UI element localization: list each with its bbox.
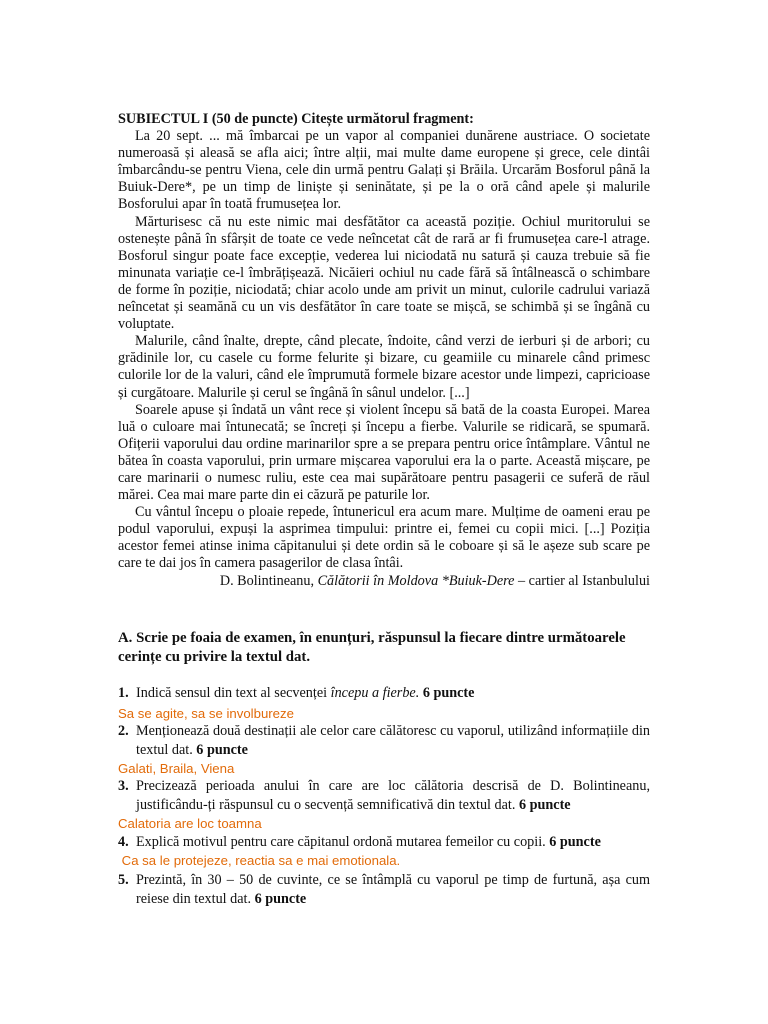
answer-1: Sa se agite, sa se involbureze	[118, 706, 294, 721]
fragment-paragraph: Malurile, când înalte, drepte, când plecate, îndoite, când verzi de ierburi și de arbori; cu grădinile lor, cu casele cu forme felurite și bizare, cu geamiile cu minarele când primesc culorile lor de la valuri, când ele împrumută formele bizare acestor unde limpezi, capricioase și curgătoare. Malurile și cerul se îngână în sânul undelor. [...]	[118, 333, 650, 401]
question-text: Precizează perioada anului în care are loc călătoria descrisă de D. Bolintineanu, justificându-ți răspunsul cu o secvență semnificativă din textul dat.	[136, 778, 650, 813]
question-points: 6 puncte	[196, 741, 248, 758]
fragment-paragraph: La 20 sept. ... mă îmbarcai pe un vapor al companiei dunărene austriace. O societate numeroasă și aleasă se afla aici; între alții, mai multe dame europene și grece, cele dintâi îmbarcându-se pentru Viena, cele din urmă pentru Galați și Brăila. Urcarăm Bosforul până la Buiuk-Dere*, pe un timp de liniște și seninătate, și pe la o oră când apele și malurile Bosforului apar în toată frumusețea lor.	[118, 128, 650, 213]
question-number: 5.	[118, 872, 129, 888]
question-emphasis: începu a fierbe.	[330, 685, 420, 701]
question-1	[118, 684, 650, 703]
question-text: Menționează două destinații ale celor care călătoresc cu vaporul, utilizând informațiile din textul dat.	[136, 723, 650, 758]
question-number: 4.	[118, 834, 129, 850]
answer-4: Ca sa le protejeze, reactia sa e mai emotionala.	[118, 853, 401, 868]
question-5	[118, 871, 650, 908]
question-points: 6 puncte	[422, 685, 475, 701]
answer-2: Galati, Braila, Viena	[118, 761, 235, 776]
source-note: – cartier al Istanbulului	[514, 572, 650, 589]
question-number: 1.	[118, 685, 129, 701]
fragment-paragraph: Mărturisesc că nu este nimic mai desfătător ca această poziție. Ochiul muritorului se ostenește până în sfârșit de toate ce vede neîncetat cât de rară ar fi frumusețea care-l atrage. Bosforul singur poate face excepție, vederea lui niciodată nu satură și cauza trebuie să fie minunata variație ce-l îmbrățișează. Nicăieri ochiul nu cade fără să întâlnească o schimbare de forme în poziție, niciodată; chiar acolo unde am privit un minut, culorile cadrului variază neîncetat și seamănă cu un vis desfătător în care toate se mișcă, se schimbă și se îngână cu voluptate.	[118, 213, 650, 333]
source-author: D. Bolintineanu,	[219, 572, 318, 589]
question-text: Explică motivul pentru care căpitanul ordonă mutarea femeilor cu copii.	[136, 834, 550, 850]
fragment-paragraph: Cu vântul începu o ploaie repede, întunericul era acum mare. Mulțime de oameni erau pe podul vaporului, expuși la asprimea timpului: printre ei, femei cu copii mici. [...] Poziția acestor femei atinse inima căpitanului și dete ordin să le coboare și să le așeze sub scare pe care te dai jos în camera pasagerilor de clasa întâi.	[118, 504, 650, 572]
question-number: 3.	[118, 778, 129, 794]
task-title: A. Scrie pe foaia de examen, în enunțuri, răspunsul la fiecare dintre următoarele cerințe cu privire la textul dat.	[118, 630, 626, 665]
question-3	[118, 777, 650, 814]
question-2	[118, 722, 650, 759]
source-work: Călătorii în Moldova *Buiuk-Dere	[317, 572, 515, 589]
question-number: 2.	[118, 723, 129, 739]
question-points: 6 puncte	[549, 834, 601, 850]
fragment-paragraph: Soarele apuse și îndată un vânt rece și violent începu să bată de la coasta Europei. Marea luă o culoare mai întunecată; se încreți și începu a fierbe. Valurile se ridicară, se spumară. Ofițerii vaporului dau ordine marinarilor spre a se prepara pentru orice întâmplare. Vântul ne bătea în coasta vaporului, prin urmare mișcarea vaporului era la o parte. Această mișcare, pe care marinarii o numesc ruliu, este cea mai supărătoare pentru pasagerii ce suferă de răul mărei. Cea mai mare parte din ei căzură pe paturile lor.	[118, 401, 650, 504]
question-4	[118, 833, 650, 852]
answer-3: Calatoria are loc toamna	[118, 816, 262, 831]
question-points: 6 puncte	[518, 796, 571, 813]
fragment-source	[118, 573, 650, 590]
subject-heading: SUBIECTUL I (50 de puncte) Citește următorul fragment:	[118, 111, 474, 127]
subject-section	[118, 111, 650, 590]
question-text: Prezintă, în 30 – 50 de cuvinte, ce se întâmplă cu vaporul pe timp de furtună, așa cum reiese din textul dat.	[136, 872, 650, 907]
question-text: Indică sensul din text al secvenței	[136, 685, 331, 701]
question-points: 6 puncte	[254, 890, 307, 907]
